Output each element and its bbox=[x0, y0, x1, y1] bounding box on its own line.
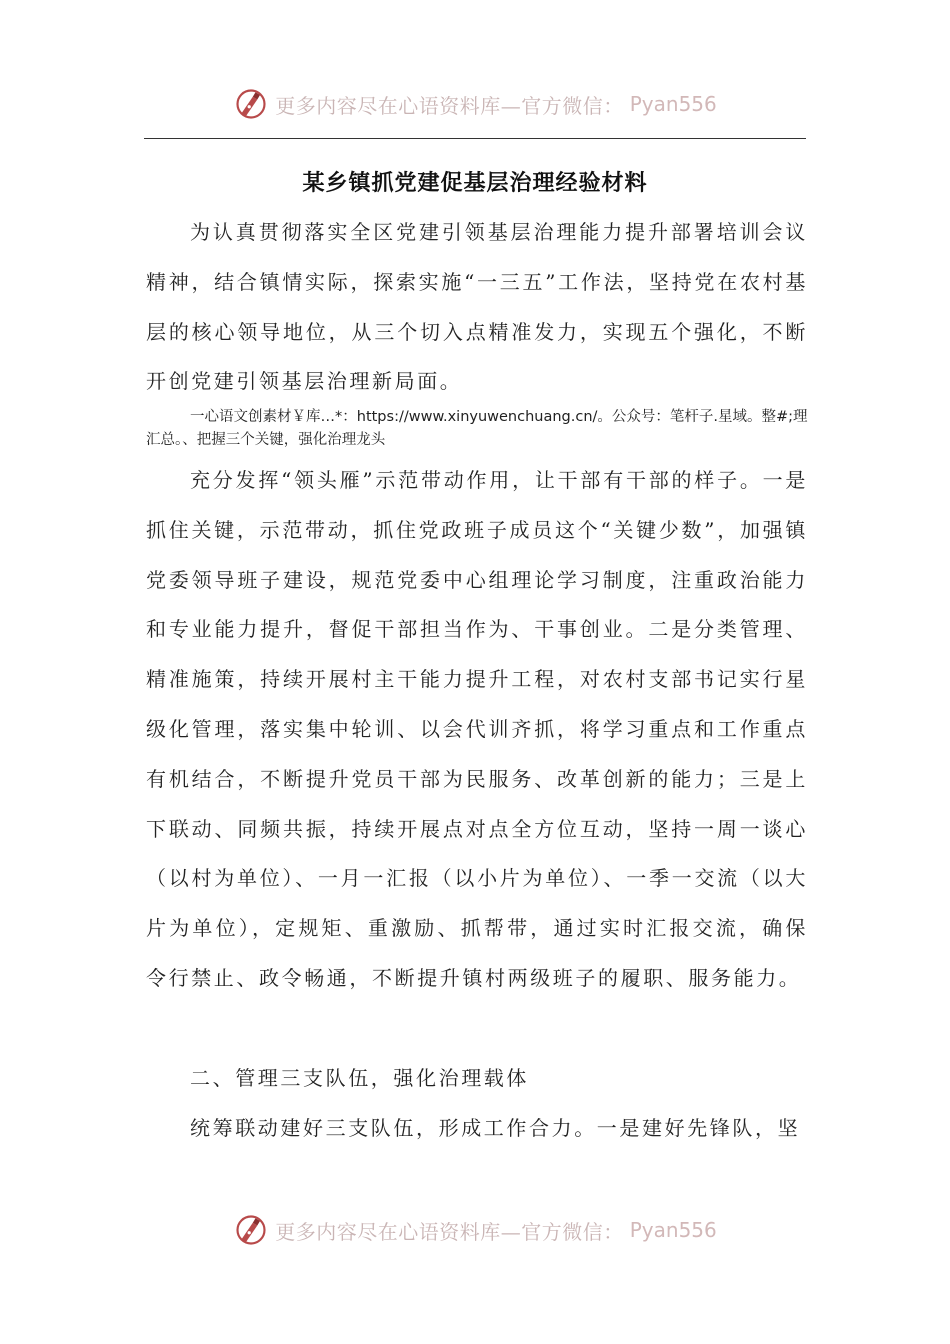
header-banner bbox=[0, 84, 950, 124]
paragraph-intro: 为认真贯彻落实全区党建引领基层治理能力提升部署培训会议精神，结合镇情实际，探索实施“一三五”工作法，坚持党在农村基层的核心领导地位，从三个切入点精准发力，实现五个强化，不断开创党建引领基层治理新局面。 bbox=[146, 220, 808, 394]
pen-nib-logo-icon bbox=[233, 1212, 269, 1248]
banner-text: 更多内容尽在心语资料库—官方微信： bbox=[275, 93, 624, 118]
header-divider bbox=[144, 138, 806, 139]
footer-banner bbox=[0, 1210, 950, 1250]
banner-text: 更多内容尽在心语资料库—官方微信： bbox=[275, 1219, 624, 1244]
source-notice-line: 一心语文创素材￥库…*：https://www.xinyuwenchuang.cn/。公众号：笔杆子.星域。整#;理汇总。、把握三个关键，强化治理龙头 bbox=[146, 409, 808, 448]
document-title: 某乡镇抓党建促基层治理经验材料 bbox=[302, 170, 648, 196]
paragraph-three-teams: 统筹联动建好三支队伍，形成工作合力。一是建好先锋队，坚 bbox=[190, 1116, 801, 1140]
paragraph-key-leadership: 充分发挥“领头雁”示范带动作用，让干部有干部的样子。一是抓住关键，示范带动，抓住党政班子成员这个“关键少数”，加强镇党委领导班子建设，规范党委中心组理论学习制度，注重政治能力和专业能力提升，督促干部担当作为、干事创业。二是分类管理、精准施策，持续开展村主干能力提升工程，对农村支部书记实行星级化管理，落实集中轮训、以会代训齐抓，将学习重点和工作重点有机结合，不断提升党员干部为民服务、改革创新的能力；三是上下联动、同频共振，持续开展点对点全方位互动，坚持一周一谈心（以村为单位）、一月一汇报（以小片为单位）、一季一交流（以大片为单位），定规矩、重激励、抓帮带，通过实时汇报交流，确保令行禁止、政令畅通，不断提升镇村两级班子的履职、服务能力。 bbox=[146, 468, 808, 990]
banner-wechat-id: Pyan556 bbox=[629, 1218, 717, 1242]
section-heading-two: 二、管理三支队伍，强化治理载体 bbox=[190, 1066, 529, 1090]
banner-wechat-id: Pyan556 bbox=[629, 92, 717, 116]
pen-nib-logo-icon bbox=[233, 86, 269, 122]
